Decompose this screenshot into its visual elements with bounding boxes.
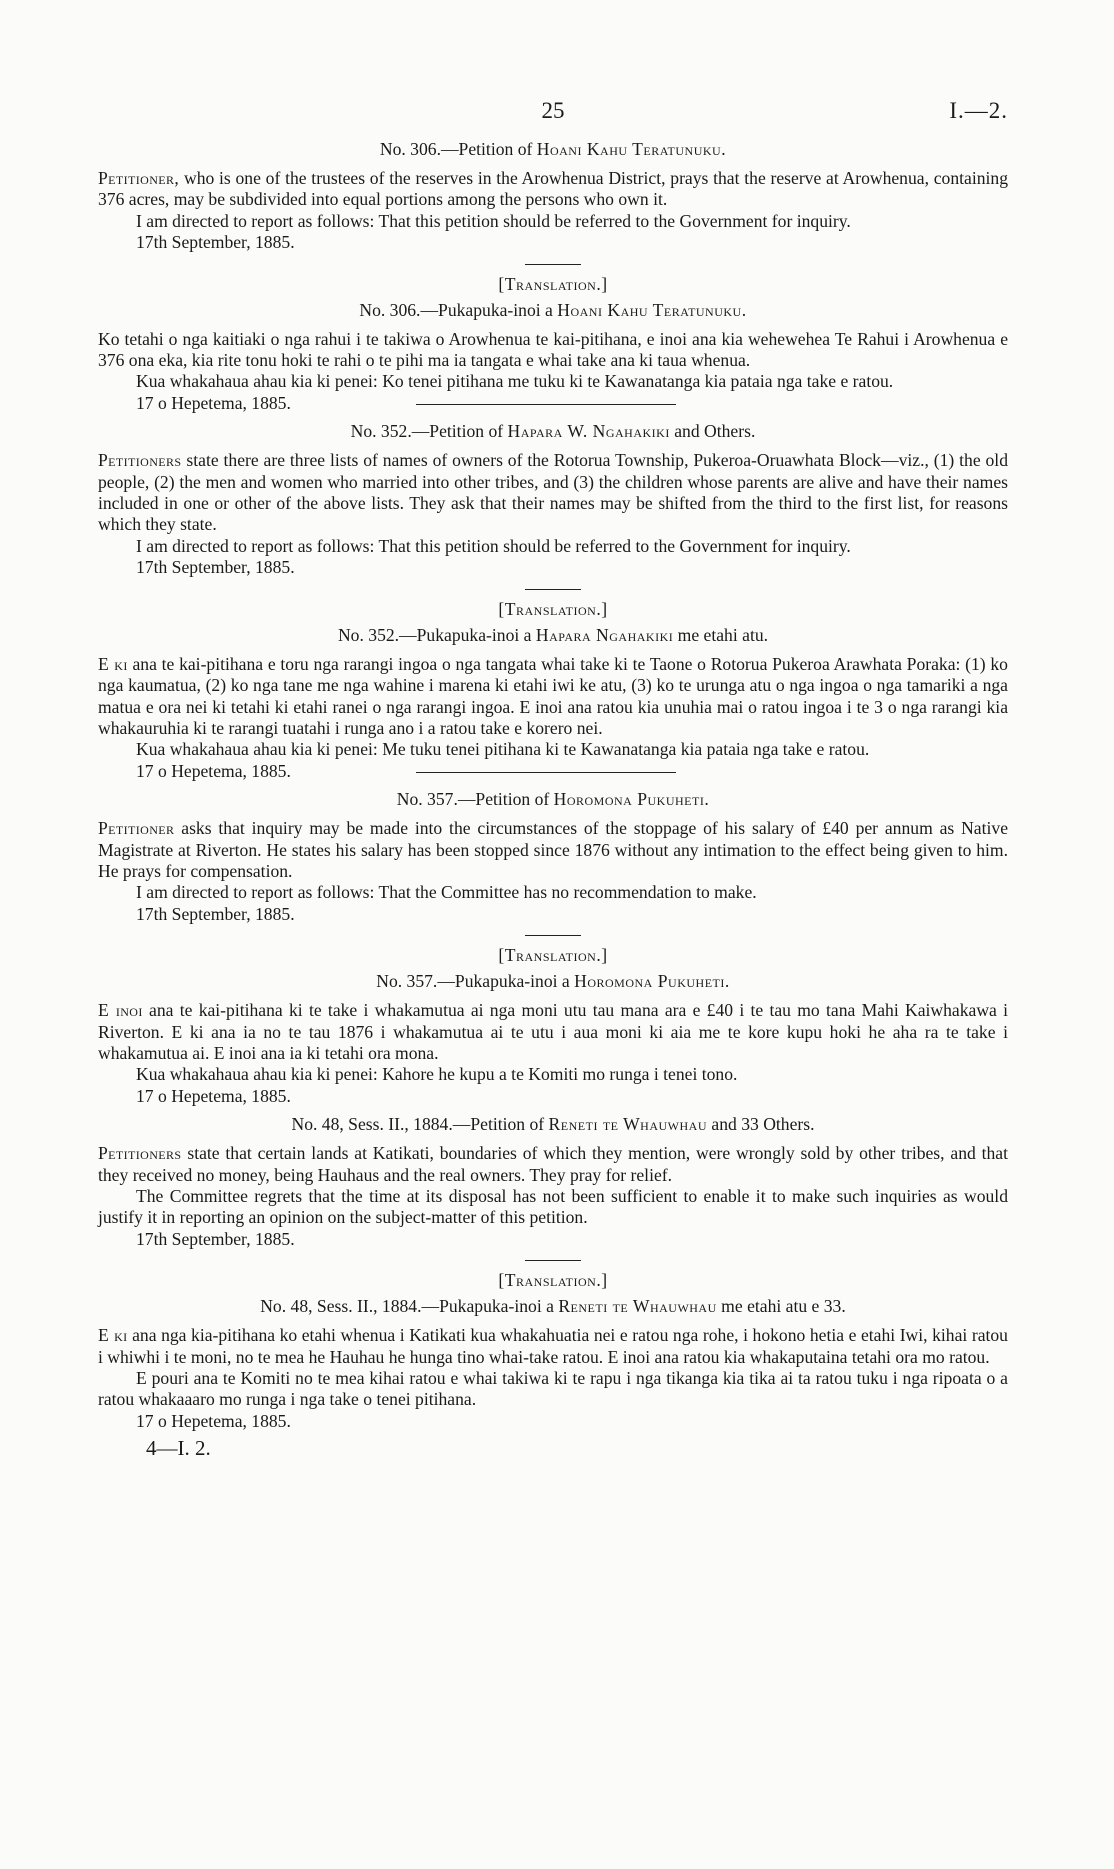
report-date: 17th September, 1885. — [136, 903, 295, 924]
petition-48 — [98, 1113, 1008, 1261]
committee-report: Kua whakahaua ahau kia ki penei: Kahore he kupu a te Komiti mo runga i tenei tono. — [136, 1064, 738, 1085]
signature-mark: 4—I. 2. — [146, 1436, 211, 1461]
short-rule — [525, 589, 581, 590]
lead-word: Petitioners — [98, 450, 182, 471]
report-date: 17 o Hepetema, 1885. — [136, 392, 291, 413]
translation-heading: [Translation.] — [498, 273, 608, 294]
report-date: 17 o Hepetema, 1885. — [136, 760, 291, 781]
petition-title: No. 357.—Pukapuka-inoi a Horomona Pukuheti. — [376, 971, 730, 992]
petition-352-translation — [98, 598, 1008, 782]
petitioner-name: Horomona Pukuheti. — [574, 971, 730, 992]
petition-title — [98, 299, 1008, 321]
section-rule — [416, 772, 676, 773]
committee-report: I am directed to report as follows: That the Committee has no recommendation to make. — [136, 882, 757, 903]
report-date: 17 o Hepetema, 1885. — [136, 1410, 291, 1431]
translation-heading: [Translation.] — [498, 945, 608, 966]
lead-word: E ki — [98, 653, 128, 674]
petition-body: Petitioners state that certain lands at Katikati, boundaries of which they mention, were wrongly sold by other tribes, and that they received no money, being Hauhaus and the real owners. They pray for relief. — [98, 1143, 1008, 1185]
lead-word: Petitioner, — [98, 168, 180, 188]
petitioner-name: Reneti te Whauwhau — [558, 1296, 717, 1317]
petitioner-name: Hoani Kahu Teratunuku. — [536, 139, 727, 159]
petition-body: Ko tetahi o nga kaitiaki o nga rahui i te takiwa o Arowhenua te kai-pitihana, e inoi ana kia wehewehea Te Rahui i Arowhenua e 376 ona eka, kia rite tonu hoki te rahi o te pihi ma ia tangata e whai take ana ki taua whenua. — [98, 328, 1008, 371]
petition-body: E ki ana nga kia-pitihana ko etahi whenua i Katikati kua whakahuatia nei e ratou nga rohe, i hokono hetia e etahi Iwi, kihai ratou i whiwhi i te moni, no te mea he Hauhau he hunga tino whai-take ratou. E inoi ana ratou kia whakaputaina tetahi ora mo ratou. — [98, 1325, 1008, 1367]
petitioner-name: Horomona Pukuheti. — [553, 789, 710, 810]
document-reference: I.—2. — [949, 98, 1008, 123]
committee-report: The Committee regrets that the time at its disposal has not been sufficient to enable it to make such inquiries as would justify it in reporting an opinion on the subject-matter of this petition. — [98, 1186, 1008, 1228]
lead-word: E ki — [98, 1325, 128, 1346]
short-rule — [525, 935, 581, 936]
petitioner-name: Hapara W. Ngahakiki — [507, 421, 670, 442]
petition-body: E ki ana te kai-pitihana e toru nga rarangi ingoa o nga tangata whai take ki te Taone o Rotorua Pukeroa Arawhata Poraka: (1) ko nga kaumatua, (2) ko nga tane me nga wahine i marena ki etahi iwi ke atu, (3) ko te urunga atu o nga ingoa o nga tamariki a nga matua e ora nei ki tetahi ki etahi ranei o nga rarangi ingoa. E inoi ana ratou kia unuhia mai o ratou ingoa i te 3 o nga rarangi kia whakauruhia ki te rarangi tuatahi i runga ano i a ratou take e korero nei. — [98, 653, 1008, 738]
petition-title: No. 48, Sess. II., 1884.—Petition of Reneti te Whauwhau and 33 Others. — [291, 1114, 815, 1135]
petition-title: No. 48, Sess. II., 1884.—Pukapuka-inoi a Reneti te Whauwhau me etahi atu e 33. — [260, 1296, 846, 1317]
translation-heading: [Translation.] — [498, 1270, 608, 1291]
petition-title: No. 352.—Pukapuka-inoi a Hapara Ngahakiki me etahi atu. — [337, 624, 769, 645]
committee-report: Kua whakahaua ahau kia ki penei: Ko tenei pitihana me tuku ki te Kawanatanga kia pataia nga take e ratou. — [136, 371, 894, 392]
petition-body: Petitioners state there are three lists of names of owners of the Rotorua Township, Pukeroa-Oruawhata Block—viz., (1) the old people, (2) the men and women who married into other tribes, and (3) the children whose parents are alive and have their names included in one or other of the above lists. They ask that their names may be shifted from the third to the first list, for reasons which they state. — [98, 450, 1008, 535]
petition-357 — [98, 788, 1008, 936]
petition-352 — [98, 420, 1008, 589]
committee-report: I am directed to report as follows: That this petition should be referred to the Government for inquiry. — [136, 535, 851, 556]
petitioner-name: Reneti te Whauwhau — [548, 1114, 708, 1135]
report-date: 17th September, 1885. — [136, 557, 295, 578]
petition-body — [98, 168, 1008, 211]
petition-357-translation — [98, 944, 1008, 1107]
committee-report: E pouri ana te Komiti no te mea kihai ratou e whai takiwa ki te rapu i nga tikanga kia tika ai ta ratou tuku i nga ripoata o a ratou whakaaaro mo runga i nga take o tenei pitihana. — [98, 1368, 1008, 1410]
translation-heading: [Translation.] — [498, 598, 608, 619]
report-date: 17th September, 1885. — [136, 1228, 295, 1249]
report-date: 17 o Hepetema, 1885. — [136, 1085, 291, 1106]
petition-48-translation — [98, 1269, 1008, 1432]
short-rule — [525, 264, 581, 265]
title-prefix: No. 306.—Pukapuka-inoi a — [359, 299, 558, 320]
body-text: who is one of the trustees of the reserves in the Arowhenua District, prays that the reserve at Arowhenua, containing 376 acres, may be subdivided into equal portions among the persons who own it. — [98, 168, 1008, 210]
page-header — [98, 98, 1008, 132]
petitioner-name: Hapara Ngahakiki — [535, 624, 674, 645]
petition-306 — [98, 138, 1008, 265]
petition-body: E inoi ana te kai-pitihana ki te take i whakamutua ai nga moni utu tau mana ara e £40 i te tau mo tana Mahi Kaiwhakawa i Riverton. E ki ana ia no te tau 1876 i whakamutua ai te utu i aua moni ki aia me te kore kupu hoki he aha ra te take i whakamutua ai. E inoi ana ia ki tetahi ora mona. — [98, 1000, 1008, 1063]
lead-word: Petitioner — [98, 818, 175, 839]
lead-word: E inoi — [98, 1000, 143, 1021]
petition-title — [98, 138, 1008, 160]
committee-report: Kua whakahaua ahau kia ki penei: Me tuku tenei pitihana ki te Kawanatanga kia pataia nga take e ratou. — [136, 739, 870, 760]
petition-title: No. 357.—Petition of Horomona Pukuheti. — [396, 789, 710, 810]
title-prefix: No. 306.—Petition of — [379, 139, 537, 159]
petition-306-translation — [98, 273, 1008, 415]
petitioner-name: Hoani Kahu Teratunuku. — [557, 299, 747, 320]
petition-body: Petitioner asks that inquiry may be made into the circumstances of the stoppage of his salary of £40 per annum as Native Magistrate at Riverton. He states his salary has been stopped since 1876 without any intimation to the effect being given to him. He prays for compensation. — [98, 818, 1008, 881]
petition-title: No. 352.—Petition of Hapara W. Ngahakiki and Others. — [350, 421, 756, 442]
report-date: 17th September, 1885. — [136, 232, 295, 253]
page-number: 25 — [541, 98, 565, 123]
committee-report: I am directed to report as follows: That this petition should be referred to the Government for inquiry. — [136, 210, 851, 231]
section-rule — [416, 404, 676, 405]
short-rule — [525, 1260, 581, 1261]
document-page — [98, 98, 1008, 1461]
lead-word: Petitioners — [98, 1143, 182, 1164]
